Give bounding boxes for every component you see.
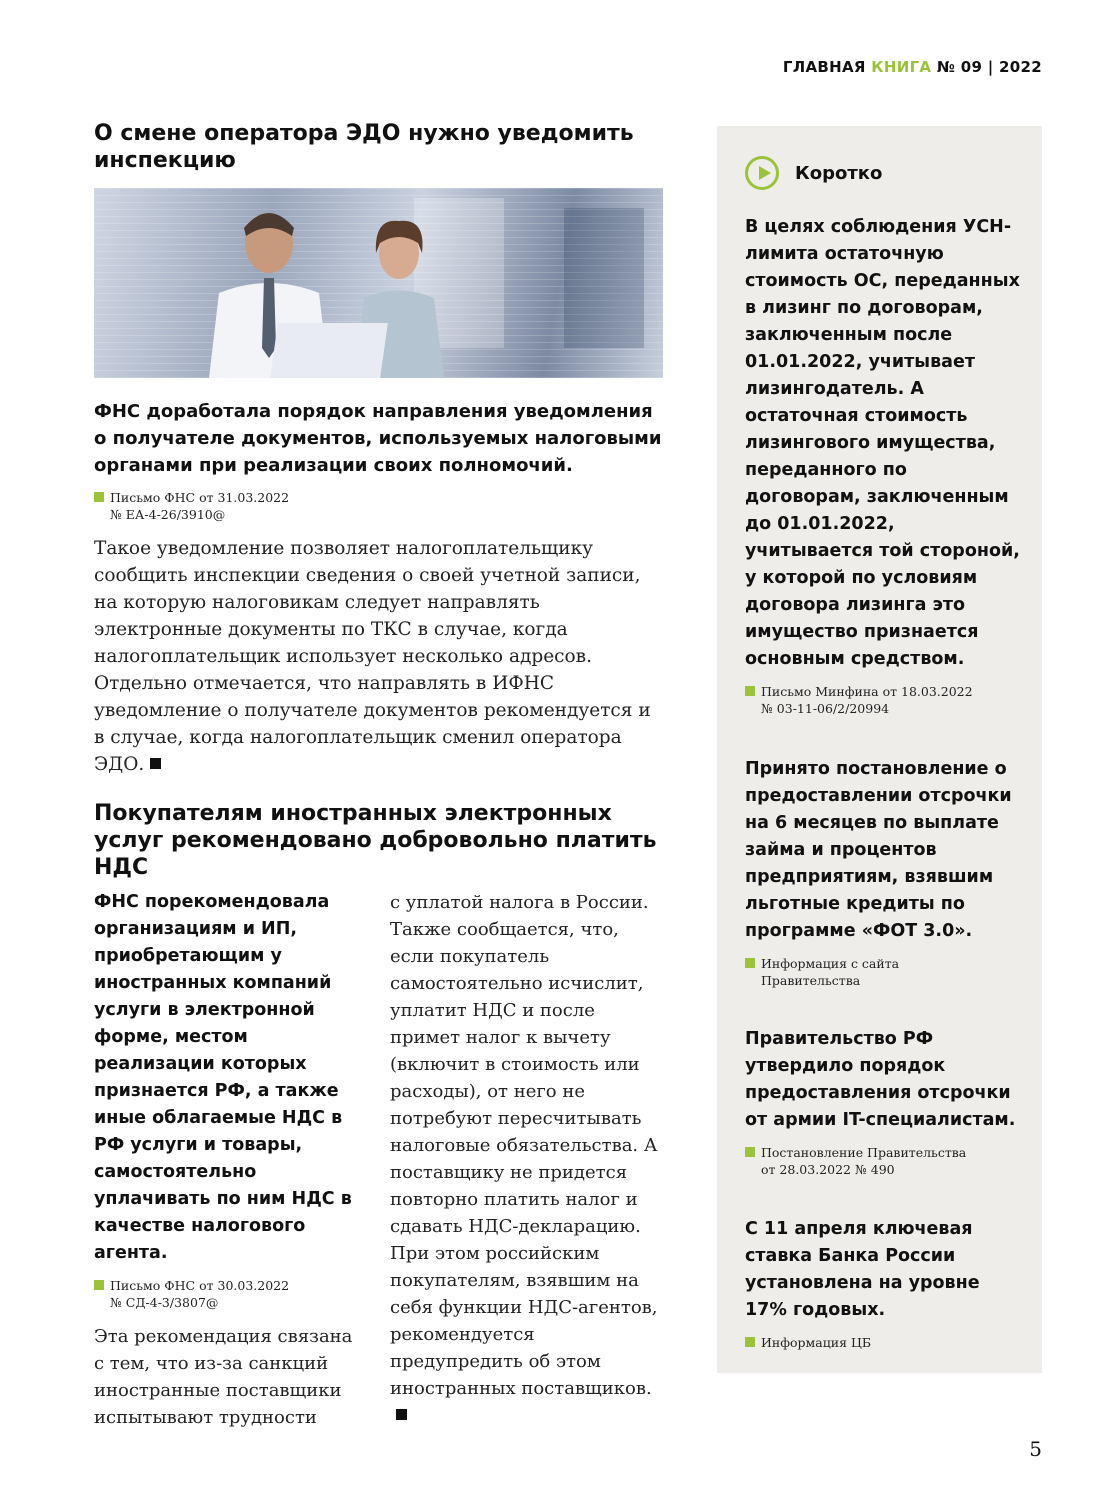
sidebar-news-item: Правительство РФ утвердило порядок предоставления отсрочки от армии IT-специалистам. Постановление Правительства от 28.03.2022 № 490 (745, 1026, 1025, 1178)
header-title: ГЛАВНАЯ (782, 58, 866, 76)
header-title-accent: КНИГА (871, 58, 932, 76)
bullet-square-icon (94, 492, 104, 502)
sidebar-news-item: Принято постановление о предоставлении отсрочки на 6 месяцев по выплате займа и процентов предприятиям, взявшим льготные кредиты по программе «ФОТ 3.0». Информация с сайта Правительства (745, 756, 1025, 989)
article-title: О смене оператора ЭДО нужно уведомить инспекцию (94, 121, 634, 173)
news-source: Постановление Правительства от 28.03.2022 № 490 (745, 1144, 1025, 1178)
bullet-square-icon (745, 686, 755, 696)
sidebar-title: Коротко (795, 162, 883, 184)
play-icon (745, 156, 779, 190)
bullet-square-icon (745, 1337, 755, 1347)
news-source: Информация ЦБ (745, 1334, 1025, 1351)
article-body-col2: с уплатой налога в России. Также сообщается, что, если покупатель самостоятельно исчислит, уплатит НДС и после примет налог к вычету (включит в стоимость или расходы), от него не потребуют пересчитывать налоговые обязательства. А поставщику не придется повторно платить налог и сдавать НДС-декларацию. При этом российским покупателям, взявшим на себя функции НДС-агентов, рекомендуется предупредить об этом иностранных поставщиков. (390, 889, 664, 1429)
sidebar-header (745, 156, 882, 190)
magazine-header (783, 58, 1042, 76)
page-number: 5 (1029, 1437, 1042, 1461)
article-body-col1: Эта рекомендация связана с тем, что из-за санкций иностранные поставщики испытывают трудности (94, 1326, 353, 1428)
article-lead: ФНС порекомендовала организациям и ИП, приобретающим у иностранных компаний услуги в электронной форме, местом реализации которых признается РФ, а также иные облагаемые НДС в РФ услуги и товары, самостоятельно уплачивать по ним НДС в качестве налогового агента. (94, 892, 352, 1263)
bullet-square-icon (745, 1147, 755, 1157)
article-title: Покупателям иностранных электронных услуг рекомендовано добровольно платить НДС (94, 801, 657, 880)
article-photo (94, 188, 663, 378)
news-source: Письмо Минфина от 18.03.2022 № 03-11-06/2/20994 (745, 683, 1025, 717)
end-mark-icon (150, 758, 161, 769)
article-edo (94, 120, 664, 778)
sidebar-news-item: В целях соблюдения УСН-лимита остаточную стоимость ОС, переданных в лизинг по договорам, заключенным после 01.01.2022, учитывает лизингодатель. А остаточная стоимость лизингового имущества, переданного по договорам, заключенным до 01.01.2022, учитывается той стороной, у которой по условиям договора лизинга это имущество признается основным средством. Письмо Минфина от 18.03.2022 № 03-11-06/2/20994 (745, 214, 1025, 717)
end-mark-icon (396, 1409, 407, 1420)
bullet-square-icon (94, 1280, 104, 1290)
article-source: Письмо ФНС от 30.03.2022 № СД-4-3/3807@ (94, 1277, 368, 1311)
laptop (270, 323, 388, 378)
bullet-square-icon (745, 958, 755, 968)
article-lead: ФНС доработала порядок направления уведомления о получателе документов, используемых налоговыми органами при реализации своих полномочий. (94, 401, 662, 476)
news-sidebar (717, 126, 1042, 1373)
sidebar-news-item: С 11 апреля ключевая ставка Банка России установлена на уровне 17% годовых. Информация ЦБ (745, 1216, 1025, 1351)
news-source: Информация с сайта Правительства (745, 955, 1025, 989)
article-source: Письмо ФНС от 31.03.2022 № ЕА-4-26/3910@ (94, 489, 664, 523)
issue-number: № 09 | 2022 (936, 58, 1042, 76)
article-body: Такое уведомление позволяет налогоплательщику сообщить инспекции сведения о своей учетной записи, на которую налоговикам следует направлять электронные документы по ТКС в случае, когда налогоплательщик использует несколько адресов. Отдельно отмечается, что направлять в ИФНС уведомление о получателе документов рекомендуется и в случае, когда налогоплательщик сменил оператора ЭДО. (94, 538, 651, 775)
article-vat (94, 800, 664, 1431)
